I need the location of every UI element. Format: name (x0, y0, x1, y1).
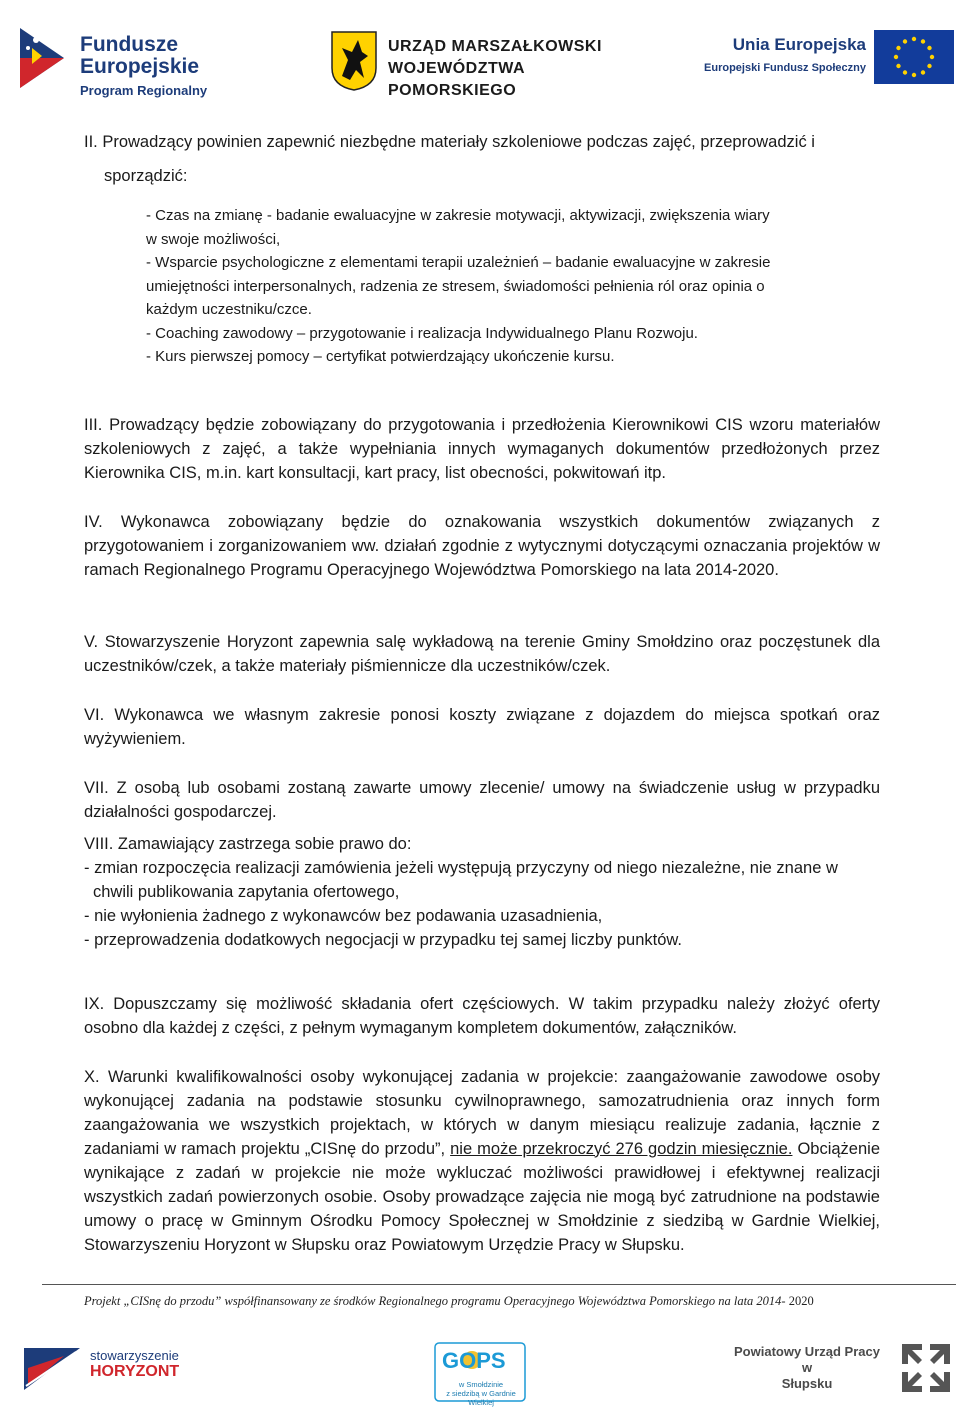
pup-line2: w (801, 1360, 813, 1375)
footer-note (84, 1294, 914, 1309)
horyzont-line1: stowarzyszenie (90, 1348, 179, 1363)
fe-line1: Fundusze (80, 33, 178, 56)
list-item: - przeprowadzenia dodatkowych negocjacji w przypadku tej samej liczby punktów. (84, 931, 682, 949)
gops-subtitle (438, 1380, 524, 1407)
list-item: - nie wyłonienia żadnego z wykonawców bez podawania uzasadnienia, (84, 907, 603, 925)
section-ix: IX. Dopuszczamy się możliwość składania ofert częściowych. W takim przypadku należy złożyć oferty osobno dla każdej z części, z pełnym wymaganym kompletem dokumentów, załączników. (84, 994, 880, 1037)
section-x-underlined: nie może przekroczyć 276 godzin miesięcznie. (450, 1139, 793, 1158)
section-x-part1: X. Warunki kwalifikowalności osoby wykonującej zadania w projekcie: zaangażowanie zawodowe osoby wykonującej zadania na podstawie stosunku cywilnoprawnego, samozatrudnienia oraz innych form zaangażowania we wszystkich projektach, w których w danym miesiącu realizuje zadania, łącznie z zadaniami w ramach projektu „CISnę do przodu”, (84, 1067, 880, 1158)
section-ii (84, 130, 884, 188)
section-ii-line1: II. Prowadzący powinien zapewnić niezbędne materiały szkoleniowe podczas zajęć, przeprowadzić i (84, 133, 815, 151)
fe-line2: Europejskie (80, 55, 200, 78)
powiatowy-urzad-pracy-logo (718, 1340, 954, 1396)
umwp-line1: URZĄD MARSZAŁKOWSKI (388, 38, 602, 55)
pup-line3: Słupsku (781, 1376, 833, 1391)
horyzont-logo (24, 1336, 204, 1396)
list-item: każdym uczestniku/czce. (146, 301, 312, 318)
footer-divider (42, 1284, 956, 1285)
gops-sub2: z siedzibą w Gardnie Wielkiej (446, 1389, 516, 1407)
section-viii-title: VIII. Zamawiający zastrzega sobie prawo do: (84, 835, 412, 853)
horyzont-mark-icon (24, 1338, 84, 1394)
horyzont-line2: HORYZONT (90, 1363, 180, 1380)
list-item: - Czas na zmianę - badanie ewaluacyjne w zakresie motywacji, aktywizacji, zwiększenia wiary (146, 207, 770, 224)
section-vi: VI. Wykonawca we własnym zakresie ponosi koszty związane z dojazdem do miejsca spotkań oraz wyżywieniem. (84, 705, 880, 748)
gops-sub1: w Smołdzinie (458, 1380, 504, 1389)
list-item: chwili publikowania zapytania ofertowego, (93, 883, 400, 901)
section-iv: IV. Wykonawca zobowiązany będzie do oznakowania wszystkich dokumentów związanych z przygotowaniem i zorganizowaniem ww. działań zgodnie z wytycznymi dotyczącymi oznaczania projektów w ramach Regionalnego Programu Operacyjnego Województwa Pomorskiego na lata 2014-2020. (84, 512, 880, 579)
section-iii: III. Prowadzący będzie zobowiązany do przygotowania i przedłożenia Kierownikowi CIS wzoru materiałów szkoleniowych z zajęć, a także wypełniania innych wymaganych dokumentów przedłożonych przez Kierownika CIS, m.in. kart konsultacji, kart pracy, list obecności, pokwitowań itp. (84, 415, 880, 482)
pup-arrows-icon (900, 1342, 952, 1394)
list-item: - zmian rozpoczęcia realizacji zamówienia jeżeli występują przyczyny od niego niezależne, nie znane w (84, 859, 838, 877)
list-item: - Wsparcie psychologiczne z elementami terapii uzależnień – badanie ewaluacyjne w zakresie (146, 254, 771, 271)
list-item: umiejętności interpersonalnych, radzenia ze stresem, świadomości pełnienia ról oraz opinia o (146, 277, 765, 295)
ue-line1: Unia Europejska (732, 35, 866, 54)
section-viii (84, 832, 880, 952)
eu-flag-icon (874, 30, 954, 84)
umwp-line2: WOJEWÓDZTWA POMORSKIEGO (388, 60, 525, 99)
pup-line1: Powiatowy Urząd Pracy (734, 1344, 880, 1359)
section-x (84, 1065, 880, 1257)
gops-logo (434, 1342, 526, 1407)
fundusze-europejskie-logo (12, 14, 222, 106)
section-x-part2: Obciążenie wynikające z zadań w projekcie nie może wykluczać możliwości prawidłowej i efektywnej realizacji wszystkich zadań powierzonych osobie. Osoby prowadzące zajęcia nie mogą być zatrudnione na podstawie umowy o pracę w Gminnym Ośrodku Pomocy Społecznej w Smołdzinie z siedzibą w Gardnie Wielkiej, Stowarzyszeniu Horyzont w Słupsku oraz Powiatowym Urzędzie Pracy w Słupsku. (84, 1139, 881, 1254)
footer-note-text: Projekt „CISnę do przodu” współfinansowany ze środków Regionalnego programu Operacyjnego Województwa Pomorskiego na lata 2014- (84, 1294, 789, 1308)
fe-line3: Program Regionalny (80, 83, 208, 98)
fe-flag-icon (12, 18, 72, 98)
gops-title: GOPS (442, 1348, 506, 1373)
unia-europejska-logo (686, 26, 956, 96)
section-ii-bullets (146, 204, 886, 369)
footer-note-year: 2020 (788, 1294, 814, 1308)
header-logos (0, 0, 960, 118)
ue-line2: Europejski Fundusz Społeczny (704, 62, 866, 74)
section-v: V. Stowarzyszenie Horyzont zapewnia salę wykładową na terenie Gminy Smołdzino oraz poczęstunek dla uczestników/czek, a także materiały piśmiennicze dla uczestników/czek. (84, 632, 880, 675)
list-item: - Kurs pierwszej pomocy – certyfikat potwierdzający ukończenie kursu. (146, 348, 615, 365)
list-item: - Coaching zawodowy – przygotowanie i realizacja Indywidualnego Planu Rozwoju. (146, 324, 698, 342)
list-item: w swoje możliwości, (146, 230, 281, 248)
section-ii-line2: sporządzić: (104, 167, 188, 185)
urzad-marszalkowski-logo (326, 26, 646, 99)
section-vii: VII. Z osobą lub osobami zostaną zawarte umowy zlecenie/ umowy na świadczenie usług w przypadku działalności gospodarczej. (84, 778, 880, 821)
griffin-crest-icon (330, 30, 378, 92)
